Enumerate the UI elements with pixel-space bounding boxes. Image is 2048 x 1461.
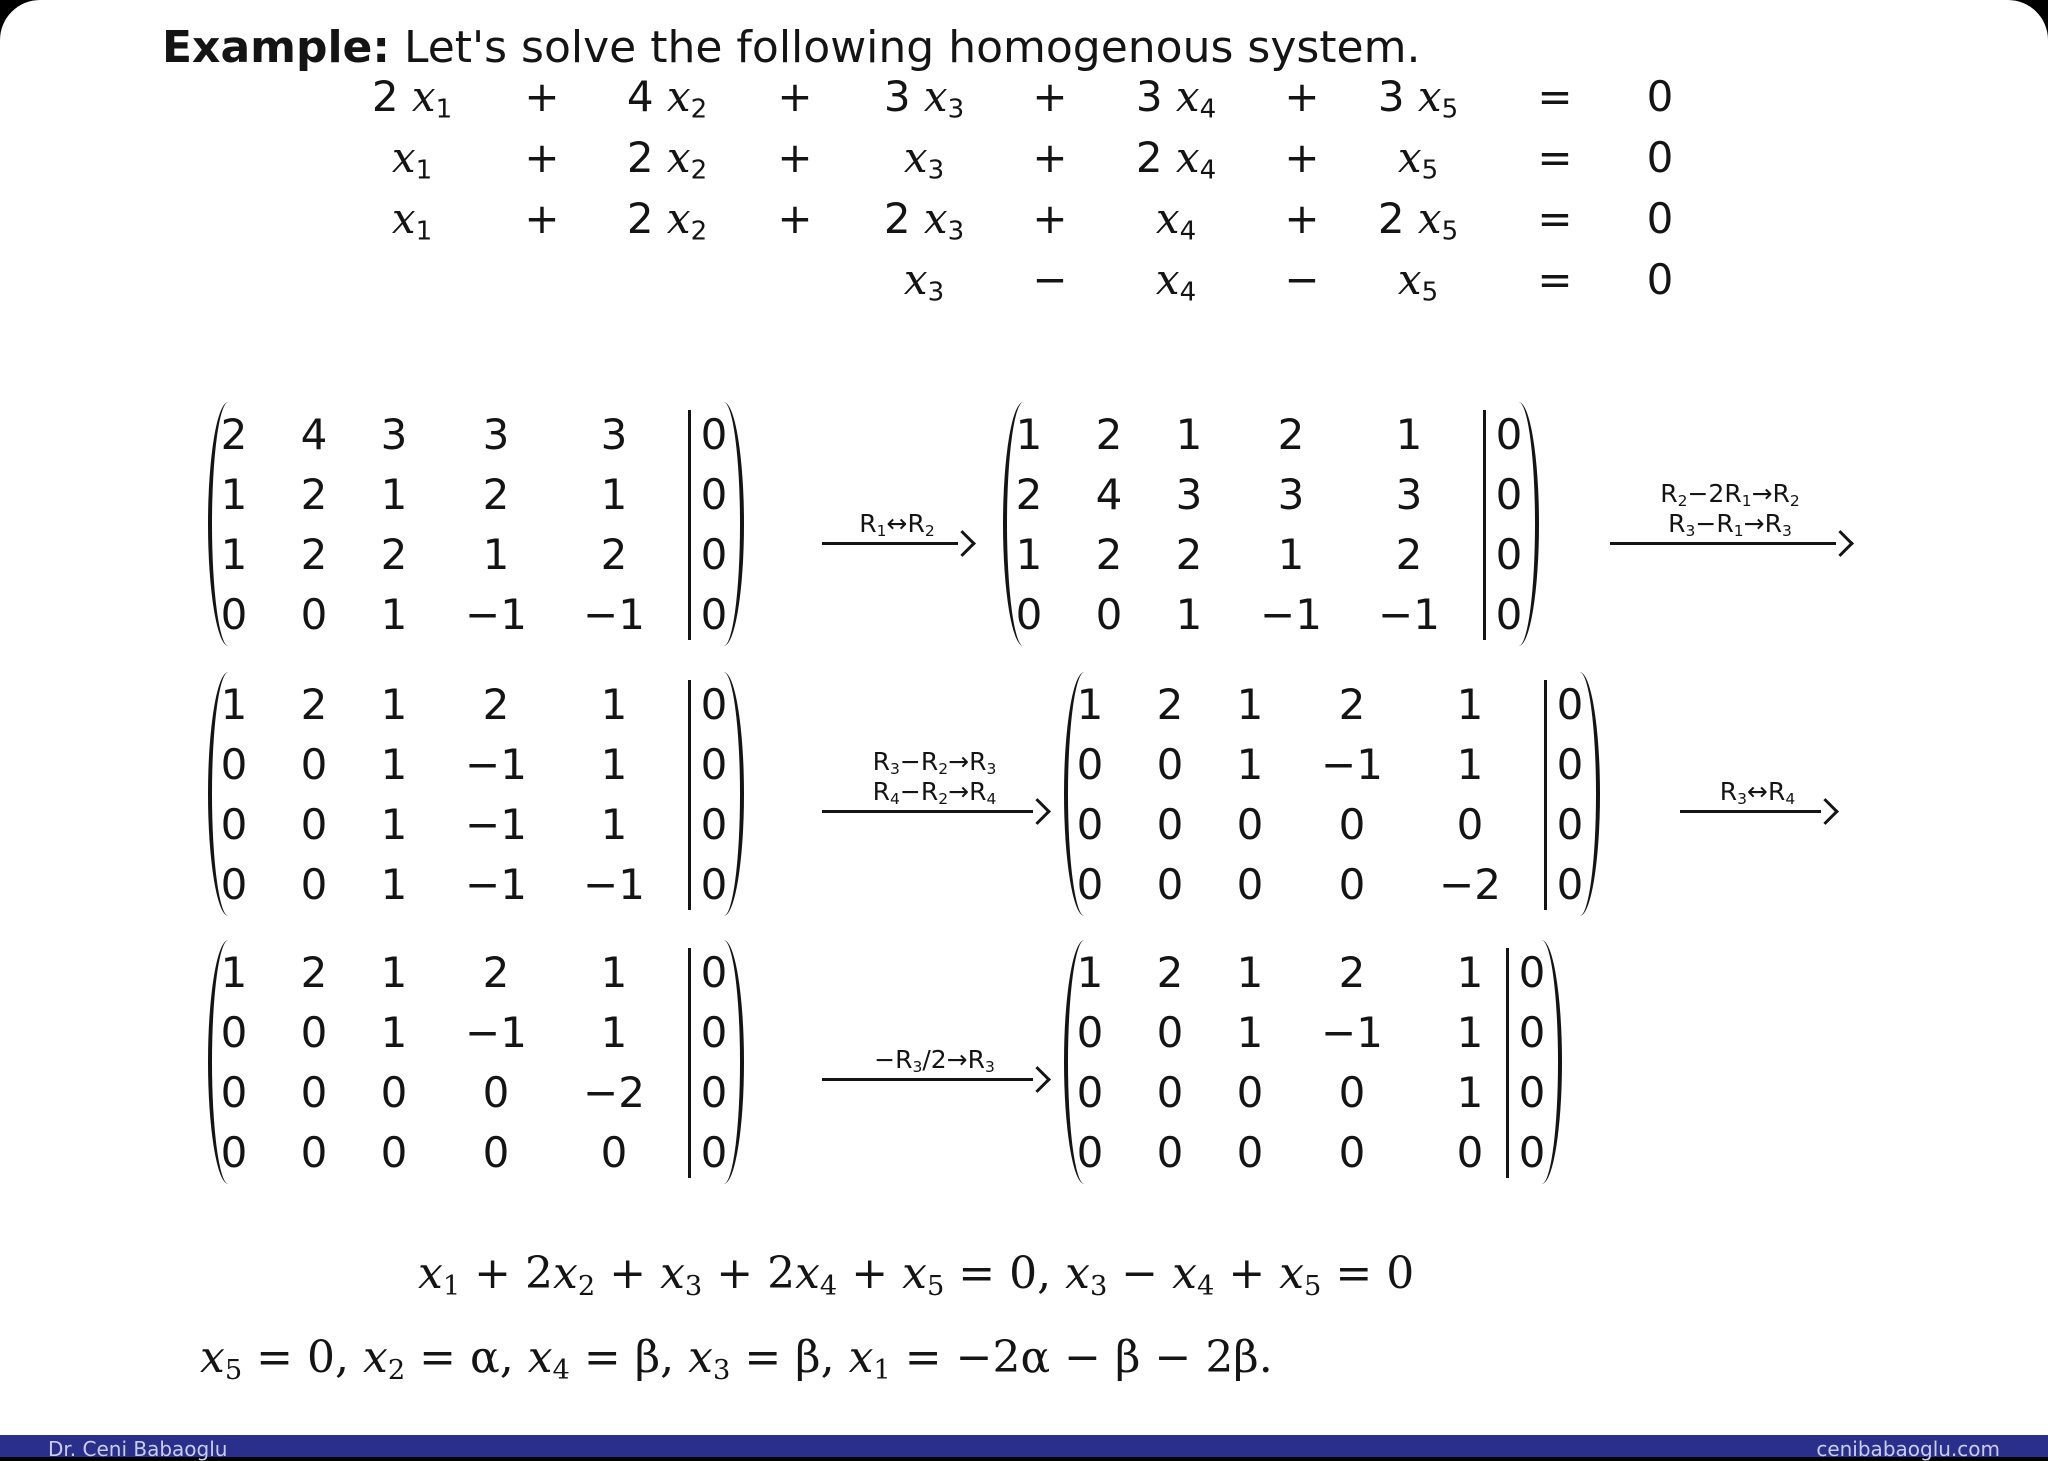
matrix-entry: 1 [380, 860, 408, 909]
system-term: $x_1$ [391, 194, 433, 247]
matrix-entry: 0 [1236, 1128, 1264, 1177]
matrix-entry: 0 [1095, 590, 1123, 639]
matrix-entry: −1 [1321, 1008, 1383, 1057]
system-term: 2 $x_5$ [1377, 194, 1459, 247]
matrix-entry: 2 [300, 530, 328, 579]
matrix-entry: 2 [1095, 530, 1123, 579]
system-term: + [1032, 194, 1068, 243]
system-term: + [524, 194, 560, 243]
matrix-entry: −1 [1321, 740, 1383, 789]
matrix-entry: 0 [300, 1128, 328, 1177]
matrix-entry: 1 [1456, 1068, 1484, 1117]
matrix-entry: 0 [380, 1068, 408, 1117]
system-term: − [1032, 255, 1068, 304]
matrix-entry: 2 [1156, 948, 1184, 997]
matrix-entry: 0 [700, 740, 728, 789]
system-term: + [524, 72, 560, 121]
row-op-arrow [822, 738, 1047, 828]
matrix-entry: 1 [600, 680, 628, 729]
matrix-entry: 1 [220, 680, 248, 729]
matrix-entry: 0 [1495, 470, 1523, 519]
matrix-entry: 1 [600, 1008, 628, 1057]
matrix-entry: 2 [300, 948, 328, 997]
matrix-entry: 3 [1277, 470, 1305, 519]
matrix-entry: 0 [1556, 860, 1584, 909]
matrix-entry: 2 [380, 530, 408, 579]
system-term: 2 $x_4$ [1135, 133, 1217, 186]
matrix-entry: 0 [1518, 1068, 1546, 1117]
system-term: + [1032, 72, 1068, 121]
matrix-entry: 1 [380, 680, 408, 729]
system-term: − [1284, 255, 1320, 304]
matrix-entry: 1 [600, 800, 628, 849]
matrix-entry: 0 [300, 1008, 328, 1057]
matrix-entry: 0 [700, 470, 728, 519]
matrix-entry: 1 [380, 800, 408, 849]
row-op-arrow [1680, 738, 1835, 828]
row-op-label: $R_2-2R_1\to R_2$ [1660, 479, 1800, 510]
system-term: $x_3$ [903, 255, 945, 308]
system-term: $x_5$ [1397, 255, 1439, 308]
matrix-entry: 1 [380, 740, 408, 789]
augmented-matrix [208, 672, 744, 916]
matrix-entry: 3 [482, 410, 510, 459]
matrix-entry: 0 [1338, 1128, 1366, 1177]
matrix-entry: 0 [1015, 590, 1043, 639]
matrix-entry: 2 [220, 410, 248, 459]
arrow-line [1610, 542, 1836, 545]
matrix-entry: 0 [1076, 1068, 1104, 1117]
system-term: + [1284, 72, 1320, 121]
matrix-entry: 1 [1456, 740, 1484, 789]
matrix-entry: 1 [220, 948, 248, 997]
matrix-entry: 0 [1456, 1128, 1484, 1177]
matrix-entry: 0 [700, 530, 728, 579]
matrix-entry: 0 [1556, 680, 1584, 729]
matrix-entry: 0 [700, 1068, 728, 1117]
row-op-label: $R_4-R_2\to R_4$ [872, 777, 997, 808]
matrix-entry: 4 [1095, 470, 1123, 519]
matrix-entry: −1 [583, 590, 645, 639]
footer-site: cenibabaoglu.com [1816, 1437, 2000, 1461]
matrix-entry: 1 [600, 740, 628, 789]
matrix-entry: 2 [482, 680, 510, 729]
system-term: = [1537, 194, 1573, 243]
system-term: 2 $x_1$ [371, 72, 453, 125]
matrix-entry: −1 [465, 590, 527, 639]
arrow-line [822, 810, 1033, 813]
system-term: $x_5$ [1397, 133, 1439, 186]
system-term: + [524, 133, 560, 182]
matrix-entry: 0 [1456, 800, 1484, 849]
system-term: + [1284, 194, 1320, 243]
matrix-entry: 0 [220, 1008, 248, 1057]
system-term: 3 $x_4$ [1135, 72, 1217, 125]
matrix-entry: −2 [583, 1068, 645, 1117]
system-term: + [777, 72, 813, 121]
example-title [162, 22, 1420, 73]
row-op-label: $R_3-R_2\to R_3$ [872, 747, 997, 778]
matrix-entry: 0 [1156, 1128, 1184, 1177]
augmented-matrix [1064, 672, 1600, 916]
matrix-entry: 1 [1395, 410, 1423, 459]
matrix-entry: 1 [1076, 948, 1104, 997]
matrix-entry: 0 [220, 1128, 248, 1177]
matrix-entry: 0 [1236, 800, 1264, 849]
matrix-entry: 0 [1495, 410, 1523, 459]
matrix-entry: 1 [1236, 948, 1264, 997]
row-op-label: $R_3-R_1\to R_3$ [1668, 509, 1792, 540]
system-term: 4 $x_2$ [626, 72, 708, 125]
matrix-entry: 0 [300, 860, 328, 909]
augmented-matrix [208, 402, 744, 646]
system-term: + [1032, 133, 1068, 182]
system-term: 0 [1646, 133, 1674, 182]
system-term: $x_1$ [391, 133, 433, 186]
matrix-entry: 0 [300, 590, 328, 639]
matrix-entry: 0 [1338, 860, 1366, 909]
matrix-entry: 2 [1338, 680, 1366, 729]
system-term: + [1284, 133, 1320, 182]
matrix-entry: −1 [583, 860, 645, 909]
system-term: = [1537, 133, 1573, 182]
matrix-entry: 1 [1236, 740, 1264, 789]
matrix-entry: 0 [1556, 740, 1584, 789]
matrix-entry: 0 [700, 590, 728, 639]
row-op-label: $R_3\leftrightarrow R_4$ [1719, 777, 1796, 808]
matrix-entry: 0 [1156, 800, 1184, 849]
system-term: 0 [1646, 255, 1674, 304]
system-term: 0 [1646, 194, 1674, 243]
matrix-entry: 0 [1338, 1068, 1366, 1117]
matrix-entry: 0 [1495, 530, 1523, 579]
matrix-entry: 2 [482, 948, 510, 997]
title-bold: Example: [162, 22, 390, 73]
footer-author: Dr. Ceni Babaoglu [48, 1437, 228, 1461]
matrix-entry: 0 [1076, 1128, 1104, 1177]
matrix-entry: 3 [1395, 470, 1423, 519]
matrix-entry: 0 [1076, 800, 1104, 849]
matrix-entry: −1 [1378, 590, 1440, 639]
matrix-entry: 1 [380, 470, 408, 519]
matrix-entry: 2 [1095, 410, 1123, 459]
matrix-entry: 0 [220, 1068, 248, 1117]
matrix-entry: 2 [300, 470, 328, 519]
matrix-entry: 1 [1456, 948, 1484, 997]
matrix-entry: 0 [1156, 1068, 1184, 1117]
matrix-entry: 0 [1156, 740, 1184, 789]
matrix-entry: 2 [1156, 680, 1184, 729]
matrix-entry: 1 [380, 1008, 408, 1057]
matrix-entry: 2 [482, 470, 510, 519]
matrix-entry: −2 [1439, 860, 1501, 909]
matrix-entry: 3 [1175, 470, 1203, 519]
matrix-entry: 3 [600, 410, 628, 459]
matrix-entry: 1 [600, 948, 628, 997]
row-op-arrow [1610, 470, 1850, 560]
system-term: = [1537, 72, 1573, 121]
matrix-entry: 1 [1277, 530, 1305, 579]
matrix-entry: 1 [1456, 680, 1484, 729]
matrix-entry: 2 [1277, 410, 1305, 459]
matrix-entry: 0 [1518, 1128, 1546, 1177]
matrix-entry: 1 [380, 590, 408, 639]
system-term: $x_4$ [1155, 194, 1197, 247]
matrix-entry: 1 [1175, 590, 1203, 639]
matrix-entry: 1 [220, 530, 248, 579]
row-op-arrow [822, 470, 972, 560]
matrix-entry: 1 [1456, 1008, 1484, 1057]
matrix-entry: −1 [465, 860, 527, 909]
result-solution: $x_5 = 0$, $x_2 = \alpha$, $x_4 = \beta$, $x_3 = \beta$, $x_1 = -2\alpha - \beta - 2\beta$. [200, 1332, 1273, 1386]
system-term: + [777, 194, 813, 243]
matrix-entry: −1 [1260, 590, 1322, 639]
system-term: 3 $x_3$ [883, 72, 965, 125]
system-term: = [1537, 255, 1573, 304]
matrix-entry: 0 [482, 1068, 510, 1117]
system-term: $x_4$ [1155, 255, 1197, 308]
matrix-entry: 0 [220, 590, 248, 639]
arrow-line [1680, 810, 1821, 813]
matrix-entry: 0 [220, 860, 248, 909]
matrix-entry: 0 [220, 800, 248, 849]
matrix-entry: 0 [700, 948, 728, 997]
matrix-entry: 1 [1076, 680, 1104, 729]
matrix-entry: 1 [1175, 410, 1203, 459]
matrix-entry: 0 [1236, 860, 1264, 909]
matrix-entry: 0 [1556, 800, 1584, 849]
matrix-entry: 0 [700, 1128, 728, 1177]
matrix-entry: −1 [465, 1008, 527, 1057]
matrix-entry: 2 [1175, 530, 1203, 579]
matrix-entry: 1 [1015, 530, 1043, 579]
arrow-line [822, 542, 958, 545]
augmented-matrix [1064, 940, 1562, 1184]
matrix-entry: 0 [482, 1128, 510, 1177]
matrix-entry: 4 [300, 410, 328, 459]
matrix-entry: 0 [1495, 590, 1523, 639]
row-op-label: $-R_3/2\to R_3$ [874, 1045, 995, 1076]
matrix-entry: 0 [1518, 948, 1546, 997]
system-term: 2 $x_3$ [883, 194, 965, 247]
matrix-entry: 1 [380, 948, 408, 997]
matrix-entry: 0 [300, 1068, 328, 1117]
row-op-arrow [822, 1006, 1047, 1096]
system-term: 0 [1646, 72, 1674, 121]
row-op-label: $R_1\leftrightarrow R_2$ [859, 509, 935, 540]
matrix-entry: 0 [700, 1008, 728, 1057]
augmented-matrix [1003, 402, 1539, 646]
matrix-entry: 0 [700, 800, 728, 849]
system-term: 2 $x_2$ [626, 133, 708, 186]
matrix-entry: 0 [1156, 1008, 1184, 1057]
system-term: 3 $x_5$ [1377, 72, 1459, 125]
arrow-line [822, 1078, 1033, 1081]
matrix-entry: −1 [465, 800, 527, 849]
matrix-entry: 0 [300, 800, 328, 849]
matrix-entry: 0 [700, 410, 728, 459]
matrix-entry: 0 [380, 1128, 408, 1177]
matrix-entry: 0 [220, 740, 248, 789]
matrix-entry: 2 [300, 680, 328, 729]
matrix-entry: 0 [1518, 1008, 1546, 1057]
matrix-entry: 1 [220, 470, 248, 519]
matrix-entry: 0 [1076, 1008, 1104, 1057]
system-term: + [777, 133, 813, 182]
matrix-entry: 3 [380, 410, 408, 459]
matrix-entry: 2 [1015, 470, 1043, 519]
matrix-entry: 2 [1395, 530, 1423, 579]
matrix-entry: 1 [1015, 410, 1043, 459]
augmented-matrix [208, 940, 744, 1184]
matrix-entry: −1 [465, 740, 527, 789]
matrix-entry: 1 [1236, 680, 1264, 729]
matrix-entry: 0 [300, 740, 328, 789]
system-term: $x_3$ [903, 133, 945, 186]
matrix-entry: 2 [600, 530, 628, 579]
matrix-entry: 0 [600, 1128, 628, 1177]
matrix-entry: 0 [1076, 740, 1104, 789]
matrix-entry: 2 [1338, 948, 1366, 997]
matrix-entry: 0 [700, 680, 728, 729]
matrix-entry: 1 [482, 530, 510, 579]
footer-bar [0, 1435, 2048, 1461]
matrix-entry: 0 [700, 860, 728, 909]
result-equations: $x_1 + 2x_2 + x_3 + 2x_4 + x_5 = 0$, $x_3 - x_4 + x_5 = 0$ [418, 1248, 1415, 1302]
title-text: Let's solve the following homogenous system. [390, 22, 1421, 73]
matrix-entry: 1 [1236, 1008, 1264, 1057]
system-term: 2 $x_2$ [626, 194, 708, 247]
matrix-entry: 0 [1338, 800, 1366, 849]
matrix-entry: 0 [1156, 860, 1184, 909]
matrix-entry: 0 [1076, 860, 1104, 909]
matrix-entry: 1 [600, 470, 628, 519]
matrix-entry: 0 [1236, 1068, 1264, 1117]
